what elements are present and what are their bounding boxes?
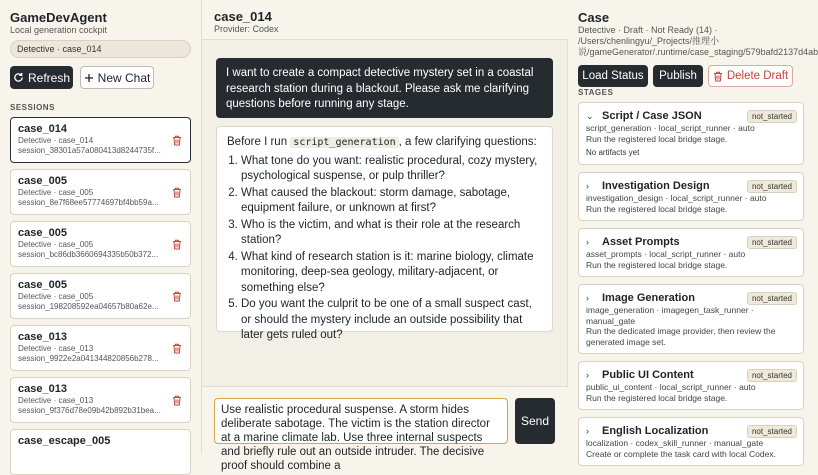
stage-runner: public_ui_content · local_script_runner · auto <box>586 382 756 392</box>
case-status-line: Detective · Draft · Not Ready (14) · <box>578 25 718 35</box>
stage-card[interactable] <box>578 361 804 410</box>
session-meta: Detective · case_013 <box>18 344 94 353</box>
chat-title: case_014 <box>214 9 272 24</box>
session-item[interactable] <box>10 325 191 371</box>
context-pill[interactable]: Detective · case_014 <box>10 40 191 58</box>
session-item[interactable] <box>10 169 191 215</box>
assistant-intro-text: Before I run <box>227 136 291 148</box>
chat-panel <box>202 0 568 472</box>
trash-icon[interactable] <box>172 239 182 250</box>
chevron-right-icon[interactable]: › <box>586 293 589 303</box>
session-name: case_005 <box>18 175 67 187</box>
stage-runner: script_generation · local_script_runner · auto <box>586 123 755 133</box>
chevron-right-icon[interactable]: › <box>586 237 589 247</box>
session-name: case_014 <box>18 123 67 135</box>
trash-icon[interactable] <box>172 343 182 354</box>
stage-description: Run the registered local bridge stage. <box>586 203 728 214</box>
session-item[interactable] <box>10 117 191 163</box>
session-item[interactable] <box>10 429 191 475</box>
session-id: session_198208592ea04657b80a62e... <box>18 302 159 311</box>
refresh-label: Refresh <box>27 70 71 85</box>
app-title: GameDevAgent <box>10 10 107 25</box>
new-chat-label: New Chat <box>97 70 151 85</box>
question-item: 5. Do you want the culprit to be one of a small suspect cast, or should the mystery include an outside possibility that later gets ruled out? <box>241 297 542 344</box>
plus-icon <box>84 73 94 83</box>
trash-icon[interactable] <box>172 395 182 406</box>
composer <box>202 386 568 472</box>
stage-name: English Localization <box>602 425 709 437</box>
session-id: session_9f376d78e09b42b892b31bea... <box>18 406 161 415</box>
load-status-button[interactable]: Load Status <box>578 65 648 87</box>
chevron-right-icon[interactable]: › <box>586 370 589 380</box>
stage-card[interactable] <box>578 102 804 165</box>
trash-icon <box>713 71 723 82</box>
case-meta <box>578 25 818 58</box>
stage-runner: investigation_design · local_script_runner · auto <box>586 193 767 203</box>
stage-name: Public UI Content <box>602 369 694 381</box>
status-badge: not_started <box>747 425 797 438</box>
stage-description: Run the registered local bridge stage. <box>586 133 728 144</box>
stage-name: Investigation Design <box>602 180 710 192</box>
case-path-line: /Users/chenlingyu/_Projects/推理小 <box>578 36 720 46</box>
send-button[interactable]: Send <box>515 398 555 444</box>
stage-code: script_generation <box>290 137 398 148</box>
status-badge: not_started <box>747 110 797 123</box>
session-item[interactable] <box>10 273 191 319</box>
delete-draft-label: Delete Draft <box>726 70 789 82</box>
session-id: session_8e7f68ee57774697bf4bb59a... <box>18 198 159 207</box>
stage-runner: localization · codex_skill_runner · manual_gate <box>586 438 764 448</box>
stage-artifacts: No artifacts yet <box>586 148 640 157</box>
stage-runner: image_generation · imagegen_task_runner · <box>586 305 754 315</box>
case-path-line: 说/gameGenerator/.runtime/case_staging/579bafd2137d4ab <box>578 47 818 57</box>
session-meta: Detective · case_013 <box>18 396 94 405</box>
assistant-intro <box>227 135 542 151</box>
refresh-button[interactable] <box>10 66 73 89</box>
session-id: session_38301a57a080413d8244735f... <box>18 146 161 155</box>
session-item[interactable] <box>10 221 191 267</box>
session-meta: Detective · case_005 <box>18 188 94 197</box>
new-chat-button[interactable] <box>80 66 154 89</box>
stage-list <box>578 102 804 473</box>
sessions-sidebar <box>0 0 202 453</box>
stage-card[interactable] <box>578 417 804 466</box>
stage-description: Run the dedicated image provider, then review the generated image set. <box>586 326 776 347</box>
chat-header <box>202 0 568 40</box>
stage-name: Script / Case JSON <box>602 110 702 122</box>
trash-icon[interactable] <box>172 135 182 146</box>
stages-heading: STAGES <box>578 88 614 97</box>
session-meta: Detective · case_005 <box>18 292 94 301</box>
session-name: case_005 <box>18 279 67 291</box>
session-name: case_013 <box>18 383 67 395</box>
session-name: case_013 <box>18 331 67 343</box>
assistant-message <box>216 126 553 341</box>
trash-icon[interactable] <box>172 187 182 198</box>
stage-description: Run the registered local bridge stage. <box>586 259 728 270</box>
message-input[interactable]: Use realistic procedural suspense. A storm hides deliberate sabotage. The victim is the station director at a marine climate lab. Use three internal suspects and briefly rule out an outside intruder. The decisive proof should combine a <box>214 398 508 444</box>
stage-name: Image Generation <box>602 292 695 304</box>
session-name: case_005 <box>18 227 67 239</box>
assistant-intro-text: , a few clarifying questions: <box>398 136 537 148</box>
stage-name: Asset Prompts <box>602 236 680 248</box>
delete-draft-button[interactable] <box>708 65 793 87</box>
publish-button[interactable]: Publish <box>653 65 703 87</box>
stage-description: Run the registered local bridge stage. <box>586 392 728 403</box>
session-id: session_bc86db3660694335b50b372... <box>18 250 159 259</box>
case-panel <box>568 0 818 459</box>
chat-provider: Provider: Codex <box>214 24 279 34</box>
question-item: 2. What caused the blackout: storm damage, sabotage, equipment failure, or unknown at first? <box>241 186 542 217</box>
session-id: session_9922e2a041344820856b278... <box>18 354 159 363</box>
question-item: 3. Who is the victim, and what is their role at the research station? <box>241 218 542 249</box>
session-list <box>10 117 191 453</box>
chevron-right-icon[interactable]: › <box>586 426 589 436</box>
question-list <box>227 154 542 344</box>
case-title: Case <box>578 10 610 25</box>
stage-card[interactable] <box>578 284 804 354</box>
session-meta: Detective · case_014 <box>18 136 94 145</box>
session-meta: Detective · case_005 <box>18 240 94 249</box>
user-message: I want to create a compact detective mystery set in a coastal research station during a blackout. Please ask me clarifying questions before running any stage. <box>216 58 553 118</box>
chevron-down-icon[interactable]: ⌄ <box>586 110 594 121</box>
status-badge: not_started <box>747 180 797 193</box>
status-badge: not_started <box>747 236 797 249</box>
question-item: 1. What tone do you want: realistic procedural, cozy mystery, psychological suspense, or pulp thriller? <box>241 154 542 185</box>
session-name: case_escape_005 <box>18 435 111 447</box>
stage-description: Create or complete the task card with local Codex. <box>586 448 776 459</box>
status-badge: not_started <box>747 292 797 305</box>
sessions-heading: SESSIONS <box>10 103 55 112</box>
app-subtitle: Local generation cockpit <box>10 25 108 35</box>
chevron-right-icon[interactable]: › <box>586 181 589 191</box>
status-badge: not_started <box>747 369 797 382</box>
question-item: 4. What kind of research station is it: marine biology, climate monitoring, deep-sea geology, military-adjacent, or something else? <box>241 250 542 297</box>
stage-card[interactable] <box>578 172 804 221</box>
stage-card[interactable] <box>578 228 804 277</box>
stage-runner: asset_prompts · local_script_runner · auto <box>586 249 746 259</box>
refresh-icon <box>13 72 24 83</box>
trash-icon[interactable] <box>172 291 182 302</box>
session-item[interactable] <box>10 377 191 423</box>
stage-runner-gate: manual_gate <box>586 315 636 326</box>
